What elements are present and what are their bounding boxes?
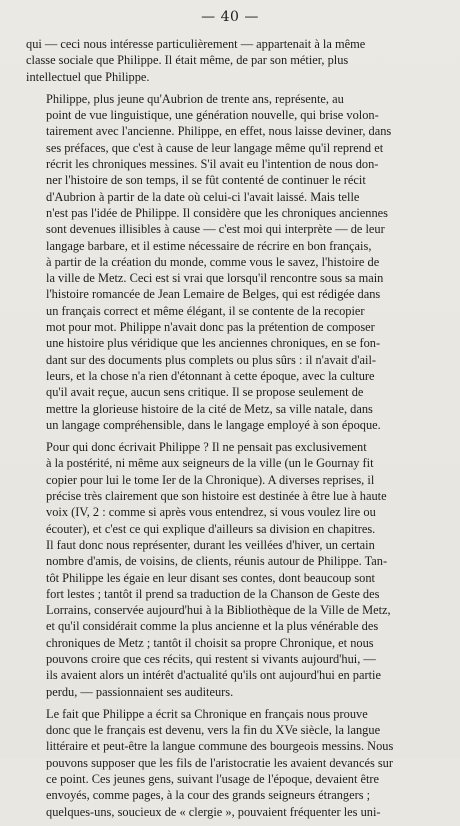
text-line: précise très clairement que son histoire est destinée à être lue à haute [46, 489, 387, 504]
body-text [26, 36, 438, 826]
text-line: Philippe, plus jeune qu'Aubrion de trente ans, représente, au [46, 91, 344, 106]
text-line: donc que le français est devenu, vers la fin du XVe siècle, la langue [46, 723, 381, 738]
text-line: point de vue linguistique, une génération nouvelle, qui brise volon- [46, 108, 379, 123]
text-line: un langage compréhensible, dans le langage employé à son époque. [46, 417, 381, 432]
text-line: qu'il avait reçue, aucun sens critique. Il se propose seulement de [46, 385, 364, 400]
paragraph [26, 91, 438, 433]
text-line: copier pour lui le tome Ier de la Chronique). A diverses reprises, il [46, 472, 375, 487]
text-line: mettre la glorieuse histoire de la cité de Metz, sa ville natale, dans [46, 401, 373, 416]
text-line: tôt Philippe les égaie en leur disant ses contes, dont beaucoup sont [46, 570, 375, 585]
text-line: écouter), et c'est ce qui explique d'ailleurs sa division en chapitres. [46, 521, 376, 536]
text-line: fort lestes ; tantôt il prend sa traduction de la Chanson de Geste des [46, 586, 380, 601]
text-line: intellectuel que Philippe. [26, 69, 150, 84]
text-line: d'Aubrion à partir de la date où celui-ci l'avait laissé. Mais telle [46, 189, 360, 204]
text-line: n'est pas l'idée de Philippe. Il considère que les chroniques anciennes [46, 205, 389, 220]
text-line: Le fait que Philippe a écrit sa Chronique en français nous prouve [46, 706, 368, 721]
text-line: et qu'il considérait comme la plus ancienne et la plus vénérable des [46, 619, 379, 634]
text-line: tairement avec l'ancienne. Philippe, en effet, nous laisse deviner, dans [46, 124, 392, 139]
text-line: récrit les chroniques messines. S'il avait eu l'intention de nous don- [46, 157, 379, 172]
text-line: Il faut donc nous représenter, durant les veillées d'hiver, un certain [46, 537, 375, 552]
text-line: pouvons croire que ces récits, qui restent si vivants aujourd'hui, — [46, 651, 376, 666]
text-line: Lorrains, conservée aujourd'hui à la Bibliothèque de la Ville de Metz, [46, 603, 391, 618]
text-line: une histoire plus véridique que les anciennes chroniques, en se fon- [46, 336, 381, 351]
text-line: à la postérité, ni même aux seigneurs de la ville (un le Gournay fit [46, 456, 374, 471]
text-line: chroniques de Metz ; tantôt il choisit sa propre Chronique, et nous [46, 635, 374, 650]
text-line: voix (IV, 2 : comme si après vous entendrez, si vous voulez lire ou [46, 505, 376, 520]
text-line: ses préfaces, que c'est à cause de leur langage même qu'il reprend et [46, 140, 384, 155]
text-line: littéraire et peut-être la langue commune des bourgeois messins. Nous [46, 739, 394, 754]
text-line: envoyés, comme pages, à la cour des grands seigneurs étrangers ; [46, 788, 371, 803]
text-line: la ville de Metz. Ceci est si vrai que lorsqu'il rencontre sous sa main [46, 271, 384, 286]
paragraph [26, 706, 438, 820]
text-line: ner l'histoire de son temps, il se fût contenté de continuer le récit [46, 173, 366, 188]
text-line: nombre d'amis, de voisins, de clients, réunis autour de Philippe. Tan- [46, 554, 388, 569]
page-number: — 40 — [201, 9, 259, 25]
text-line: langage barbare, et il estime nécessaire de récrire en bon français, [46, 238, 372, 253]
text-line: quelques-uns, soucieux de « clergie », pouvaient fréquenter les uni- [46, 804, 381, 819]
paragraph [26, 439, 438, 700]
text-line: leurs, et la chose n'a rien d'étonnant à cette époque, avec la culture [46, 368, 375, 383]
text-line: qui — ceci nous intéresse particulièrement — appartenait à la même [26, 37, 366, 51]
text-line: un français correct et même élégant, il se contente de la recopier [46, 303, 365, 318]
paragraph [26, 36, 438, 85]
text-line: mot pour mot. Philippe n'avait donc pas la prétention de composer [46, 320, 375, 335]
text-line: à partir de la création du monde, comme vous le savez, l'histoire de [46, 254, 380, 269]
text-line: perdu, — passionnaient ses auditeurs. [46, 684, 234, 699]
text-line: pouvons supposer que les fils de l'aristocratie les avaient devancés sur [46, 755, 394, 770]
text-line: ce point. Ces jeunes gens, suivant l'usage de l'époque, devaient être [46, 772, 380, 787]
text-line: classe sociale que Philippe. Il était même, de par son métier, plus [26, 53, 349, 68]
text-line: ils avaient alors un intérêt d'actualité qu'ils ont aujourd'hui en partie [46, 668, 381, 683]
text-line: Pour qui donc écrivait Philippe ? Il ne pensait pas exclusivement [46, 440, 367, 455]
text-line: l'histoire romancée de Jean Lemaire de Belges, qui est rédigée dans [46, 287, 381, 302]
text-line: sont devenues illisibles à cause — c'est moi qui interprète — de leur [46, 222, 385, 237]
text-line: dant sur des documents plus complets ou plus sûrs : il n'avait d'ail- [46, 352, 377, 367]
